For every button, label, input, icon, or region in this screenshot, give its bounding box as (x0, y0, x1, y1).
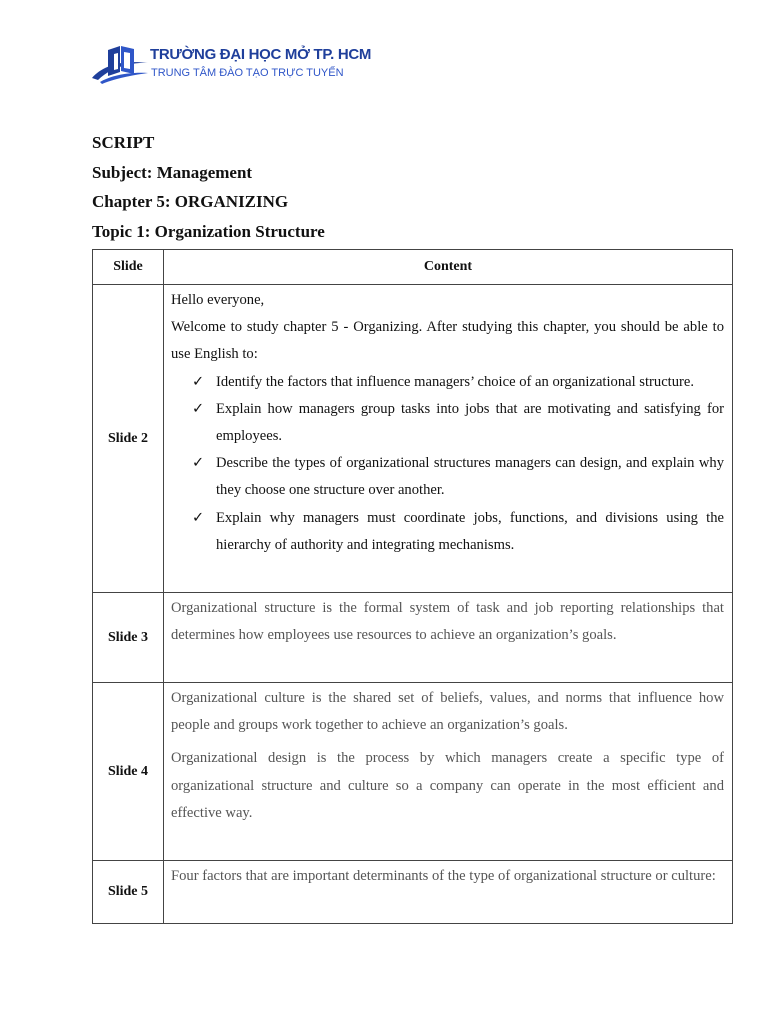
objectives-list (171, 369, 724, 559)
objective-text: Identify the factors that influence managers’ choice of an organizational structure. (216, 373, 695, 390)
content-column-header: Content (164, 250, 733, 285)
table-row (93, 593, 733, 683)
slide-content (164, 285, 733, 593)
table-row (93, 683, 733, 861)
slide-label: Slide 3 (93, 593, 164, 683)
logo-university-name: TRƯỜNG ĐẠI HỌC MỞ TP. HCM (150, 46, 372, 63)
list-item (192, 396, 724, 450)
list-item (192, 505, 724, 559)
slide-column-header: Slide (93, 250, 164, 285)
table-row (93, 861, 733, 924)
slide-content (164, 593, 733, 683)
table-header-row (93, 250, 733, 285)
paragraph-text: Four factors that are important determinants of the type of organizational structure or culture: (171, 868, 716, 884)
slide-label: Slide 4 (93, 683, 164, 861)
list-item (192, 369, 724, 396)
checkmark-icon: ✓ (192, 455, 205, 472)
checkmark-icon: ✓ (192, 373, 205, 390)
logo-center-name: TRUNG TÂM ĐÀO TẠO TRỰC TUYẾN (151, 67, 344, 79)
slide-content (164, 683, 733, 861)
table-row (93, 285, 733, 593)
objective-text: Describe the types of organizational structures managers can design, and explain why they choose one structure over another. (216, 455, 724, 499)
subject-heading: Subject: Management (92, 162, 253, 182)
greeting-text: Hello everyone, (171, 292, 265, 308)
document-headings (92, 128, 325, 246)
paragraph-text: Organizational culture is the shared set of beliefs, values, and norms that influence how people and groups work together to achieve an organization’s goals. (171, 690, 724, 734)
checkmark-icon: ✓ (192, 400, 205, 417)
chapter-heading: Chapter 5: ORGANIZING (92, 192, 289, 211)
script-table (92, 249, 733, 924)
objective-text: Explain how managers group tasks into jobs that are motivating and satisfying for employees. (216, 400, 724, 445)
checkmark-icon: ✓ (192, 509, 205, 526)
university-logo (90, 42, 372, 88)
paragraph-text: Organizational structure is the formal system of task and job reporting relationships that determines how employees use resources to achieve an organization’s goals. (171, 600, 724, 644)
list-item (192, 450, 724, 504)
script-heading: SCRIPT (92, 133, 155, 152)
slide-label: Slide 5 (93, 861, 164, 924)
slide-content (164, 861, 733, 924)
intro-text: Welcome to study chapter 5 - Organizing. After studying this chapter, you should be able to use English to: (171, 319, 724, 363)
paragraph-text: Organizational design is the process by which managers create a specific type of organizational structure and culture so a company can operate in the most efficient and effective way. (171, 750, 724, 821)
book-logo-icon (90, 42, 150, 88)
topic-heading: Topic 1: Organization Structure (92, 221, 325, 241)
objective-text: Explain why managers must coordinate jobs, functions, and divisions using the hierarchy of authority and integrating mechanisms. (216, 509, 724, 553)
slide-label: Slide 2 (93, 285, 164, 593)
